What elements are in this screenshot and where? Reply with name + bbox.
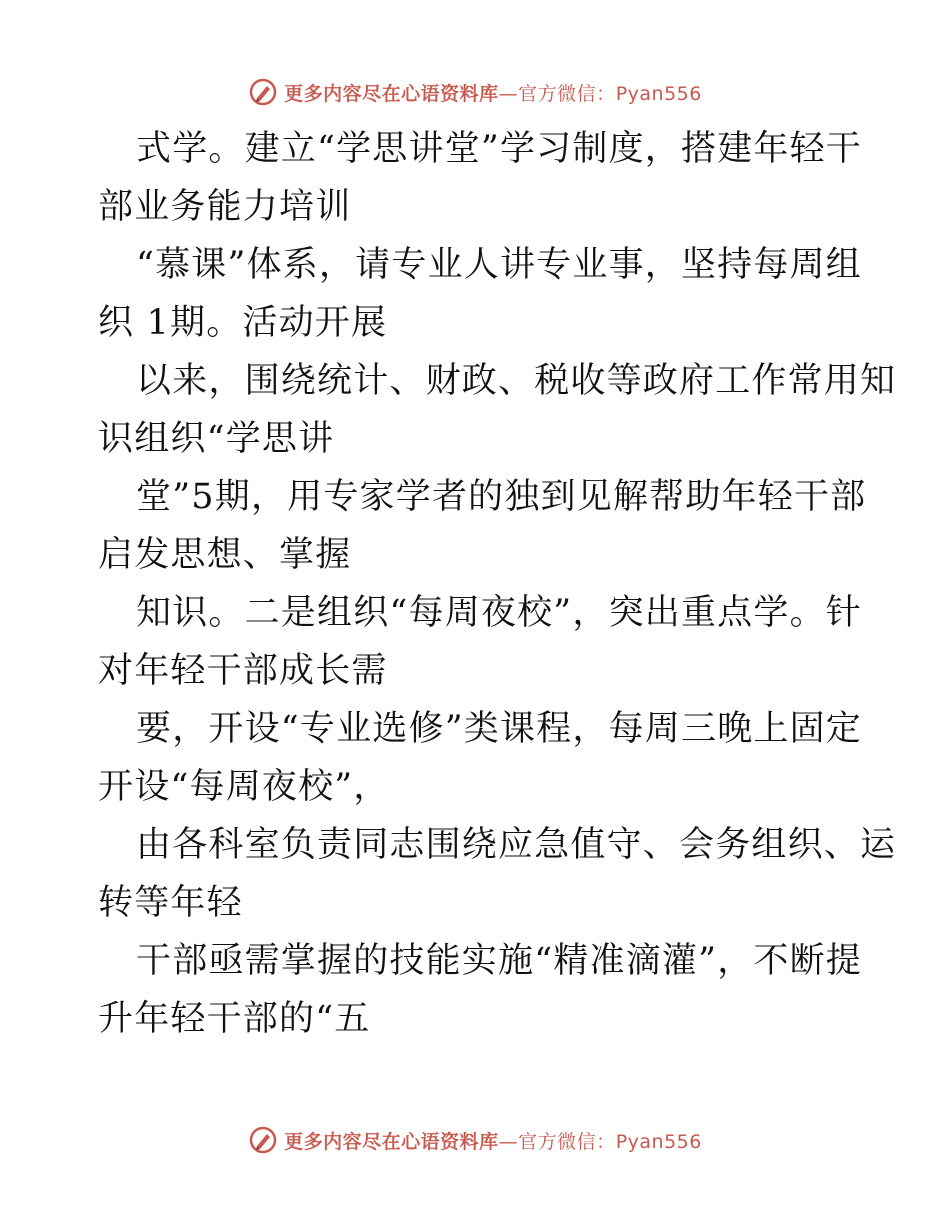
header-site-name: 更多内容尽在心语资料库 [284,82,499,105]
paragraph-line: 织 1期。活动开展 [98,303,388,343]
paragraph-line: 堂”5期，用专家学者的独到见解帮助年轻干部 [136,477,867,517]
paragraph-line: 对年轻干部成长需 [98,651,388,691]
header-wechat-label: 官方微信： [518,82,616,105]
paragraph-line: 部业务能力培训 [98,187,352,227]
paragraph-line: 式学。建立“学思讲堂”学习制度，搭建年轻干 [136,129,862,169]
pen-logo-icon [248,77,278,107]
footer-wechat-id: Pyan556 [615,1130,702,1153]
paragraph-line: 启发思想、掌握 [98,535,352,575]
paragraph [98,700,862,816]
paragraph-line: 要，开设“专业选修”类课程，每周三晚上固定 [136,709,862,749]
paragraph-line: 转等年轻 [98,883,243,923]
footer-banner [0,1120,950,1160]
paragraph-line: 以来，围绕统计、财政、税收等政府工作常用知 [136,361,897,401]
paragraph [98,584,862,700]
header-banner [0,72,950,112]
paragraph-line: 识组织“学思讲 [98,419,335,459]
paragraph-line: “慕课”体系，请专业人讲专业事，坚持每周组 [136,245,862,285]
paragraph [98,120,862,236]
footer-wechat-label: 官方微信： [518,1130,616,1153]
header-dash: — [498,82,519,105]
paragraph [98,468,867,584]
document-body [98,120,897,1048]
footer-banner-text [284,1127,702,1154]
paragraph-line: 开设“每周夜校”， [98,767,390,807]
paragraph [98,816,897,932]
paragraph [98,352,897,468]
paragraph-line: 由各科室负责同志围绕应急值守、会务组织、运 [136,825,897,865]
paragraph-line: 干部亟需掌握的技能实施“精准滴灌”，不断提 [136,941,862,981]
footer-dash: — [498,1130,519,1153]
paragraph-line: 知识。二是组织“每周夜校”，突出重点学。针 [136,593,862,633]
header-wechat-id: Pyan556 [615,82,702,105]
header-banner-text [284,79,702,106]
footer-site-name: 更多内容尽在心语资料库 [284,1130,499,1153]
paragraph [98,932,862,1048]
paragraph-line: 升年轻干部的“五 [98,999,371,1039]
pen-logo-icon [248,1125,278,1155]
paragraph [98,236,862,352]
